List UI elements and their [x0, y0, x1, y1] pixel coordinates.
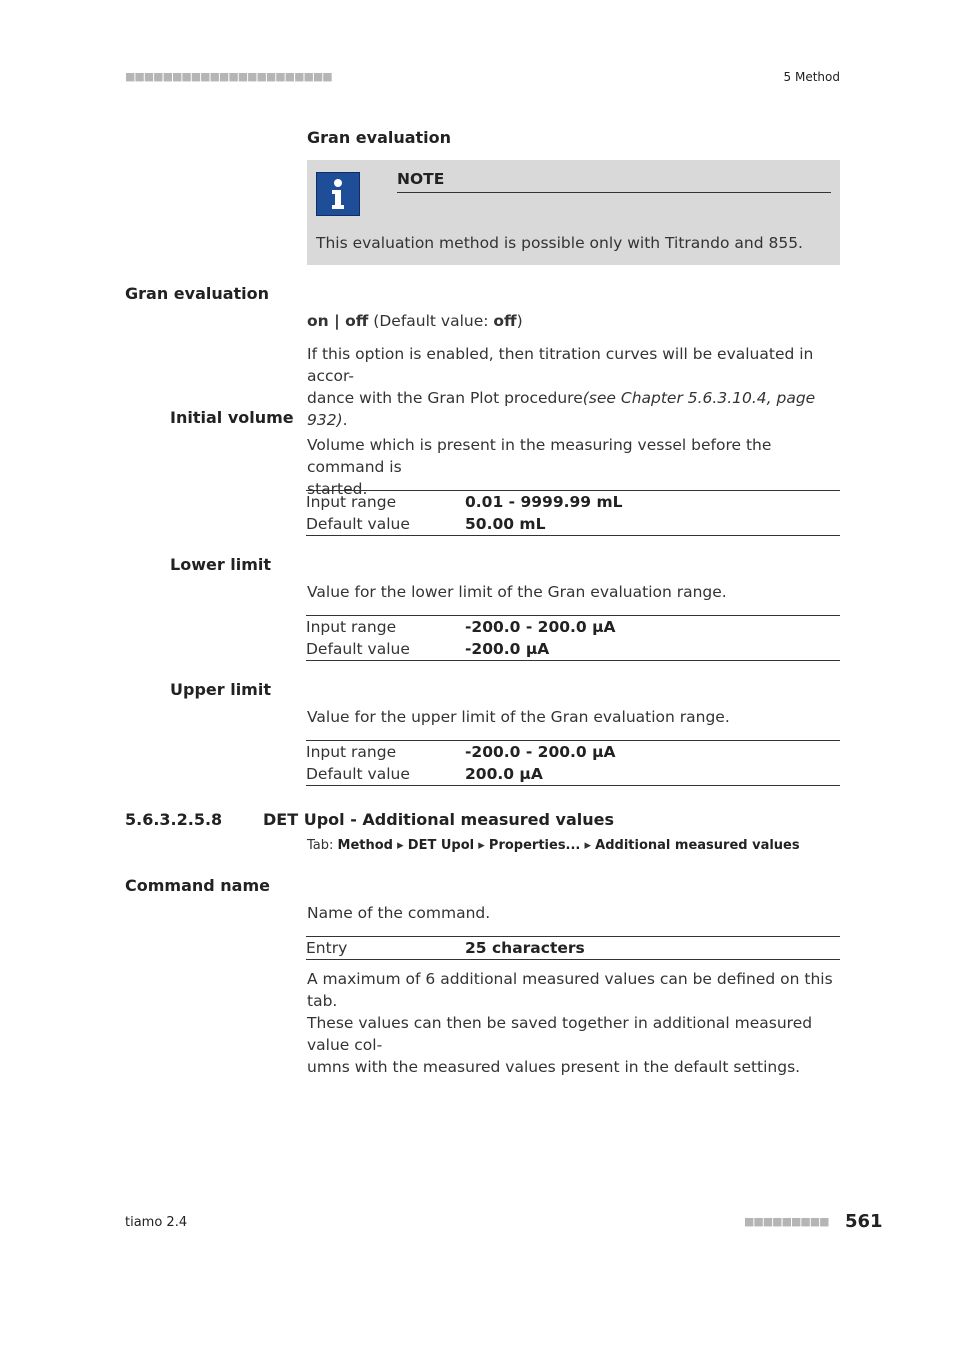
initial-volume-desc-line-2: started. [307, 480, 368, 498]
desc-line-2-end: . [342, 411, 348, 429]
desc-line-2-text: dance with the Gran Plot procedure [307, 389, 583, 407]
table-row [306, 638, 840, 660]
note-title: NOTE [397, 170, 445, 188]
row-label: Entry [306, 939, 348, 957]
default-suffix: ) [516, 312, 523, 330]
breadcrumb-det-upol: DET Upol [407, 838, 475, 853]
page-number: 561 [845, 1211, 883, 1232]
paragraph-line-3: umns with the measured values present in the default settings. [307, 1058, 801, 1076]
row-label: Input range [306, 743, 397, 761]
command-name-description: Name of the command. [307, 904, 491, 922]
breadcrumb-method: Method [337, 838, 393, 853]
paragraph-line-2: These values can then be saved together in additional measured value col- [307, 1014, 813, 1054]
row-value: 50.00 mL [465, 515, 546, 533]
command-name-table [306, 936, 840, 960]
row-label: Default value [306, 765, 410, 783]
initial-volume-table [306, 490, 840, 536]
row-label: Input range [306, 618, 397, 636]
row-label: Default value [306, 640, 410, 658]
note-box [307, 160, 840, 265]
table-row [306, 741, 840, 763]
lower-limit-title: Lower limit [170, 555, 272, 574]
table-row [306, 513, 840, 535]
breadcrumb-separator: ▸ [393, 838, 408, 853]
initial-volume-desc-line-1: Volume which is present in the measuring vessel before the command is [307, 436, 772, 476]
command-name-title: Command name [125, 876, 270, 895]
gran-evaluation-description [307, 343, 840, 431]
tab-breadcrumb [307, 838, 800, 853]
table-row [306, 616, 840, 638]
row-value: -200.0 - 200.0 µA [465, 618, 616, 636]
gran-evaluation-heading: Gran evaluation [307, 128, 452, 147]
command-name-paragraph [307, 968, 840, 1078]
upper-limit-table [306, 740, 840, 786]
gran-evaluation-options [307, 310, 523, 332]
option-separator: | [328, 312, 346, 330]
desc-line-1: If this option is enabled, then titration curves will be evaluated in accor- [307, 345, 814, 385]
table-row [306, 763, 840, 785]
breadcrumb-additional-measured-values: Additional measured values [595, 838, 800, 853]
note-text: This evaluation method is possible only with Titrando and 855. [316, 234, 803, 252]
row-label: Default value [306, 515, 410, 533]
breadcrumb-separator: ▸ [474, 838, 489, 853]
row-value: 0.01 - 9999.99 mL [465, 493, 623, 511]
lower-limit-table [306, 615, 840, 661]
footer-dots: ■■■■■■■■■ [744, 1215, 829, 1228]
section-title: DET Upol - Additional measured values [263, 810, 615, 829]
upper-limit-title: Upper limit [170, 680, 271, 699]
option-on: on [307, 312, 329, 330]
note-divider [397, 192, 831, 193]
chapter-label: 5 Method [783, 70, 840, 84]
desc-line-2 [307, 387, 840, 431]
chapter-reference-link[interactable]: (see Chapter 5.6.3.10.4, page 932) [307, 389, 816, 429]
info-icon [316, 172, 360, 216]
table-row [306, 491, 840, 513]
table-row [306, 937, 840, 959]
header-dots: ■■■■■■■■■■■■■■■■■■■■■■ [125, 70, 332, 83]
default-prefix: (Default value: [368, 312, 494, 330]
initial-volume-title: Initial volume [170, 408, 294, 427]
upper-limit-description: Value for the upper limit of the Gran evaluation range. [307, 708, 730, 726]
option-off: off [345, 312, 369, 330]
default-value: off [493, 312, 517, 330]
row-value: 25 characters [465, 939, 585, 957]
footer-product: tiamo 2.4 [125, 1215, 188, 1230]
row-label: Input range [306, 493, 397, 511]
breadcrumb-properties: Properties... [488, 838, 581, 853]
gran-evaluation-param-title: Gran evaluation [125, 284, 270, 303]
tab-prefix: Tab: [307, 838, 338, 853]
lower-limit-description: Value for the lower limit of the Gran evaluation range. [307, 583, 727, 601]
breadcrumb-separator: ▸ [580, 838, 596, 853]
row-value: -200.0 µA [465, 640, 550, 658]
section-number: 5.6.3.2.5.8 [125, 810, 223, 829]
paragraph-line-1: A maximum of 6 additional measured values can be defined on this tab. [307, 970, 833, 1010]
row-value: 200.0 µA [465, 765, 543, 783]
row-value: -200.0 - 200.0 µA [465, 743, 616, 761]
